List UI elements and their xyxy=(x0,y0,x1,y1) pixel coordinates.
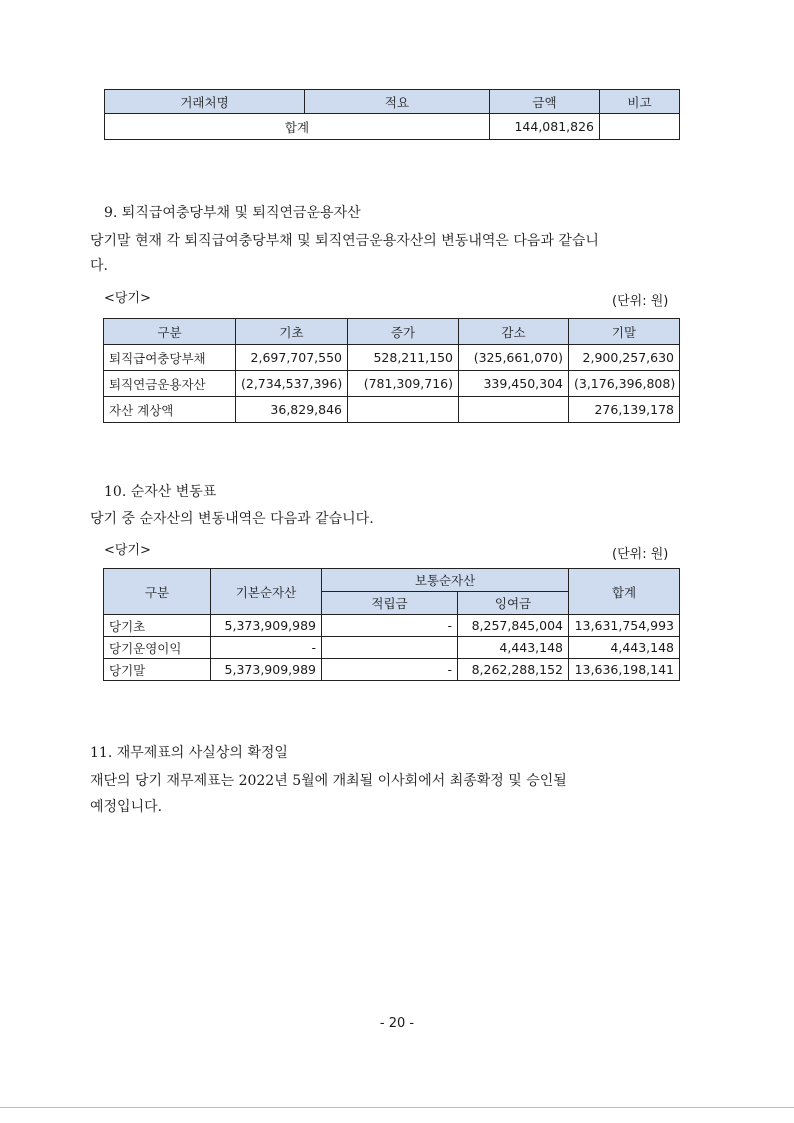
trade-table xyxy=(104,89,680,140)
table-row xyxy=(104,659,680,681)
section9-paragraph-line1: 당기말 현재 각 퇴직급여충당부채 및 퇴직연금운용자산의 변동내역은 다음과 같습니 xyxy=(90,233,599,249)
retirement-cell: 276,139,178 xyxy=(569,397,680,423)
section11-paragraph-line2: 예정입니다. xyxy=(90,799,163,815)
section9-paragraph-line2: 다. xyxy=(90,258,108,274)
net-assets-row-label: 당기초 xyxy=(104,615,211,637)
table-row xyxy=(104,371,680,397)
retirement-row-label: 퇴직연금운용자산 xyxy=(104,371,236,397)
retirement-row-label: 퇴직급여충당부채 xyxy=(104,345,236,371)
net-assets-cell xyxy=(322,637,458,659)
trade-total-note xyxy=(600,114,680,140)
net-assets-cell: 5,373,909,989 xyxy=(211,615,322,637)
retirement-header-increase: 증가 xyxy=(348,319,459,345)
net-assets-cell: - xyxy=(211,637,322,659)
section10-heading: 10. 순자산 변동표 xyxy=(104,484,217,500)
section10-paragraph: 당기 중 순자산의 변동내역은 다음과 같습니다. xyxy=(90,511,374,527)
retirement-header-decrease: 감소 xyxy=(459,319,569,345)
section9-heading: 9. 퇴직급여충당부채 및 퇴직연금운용자산 xyxy=(104,205,361,221)
retirement-header-opening: 기초 xyxy=(236,319,348,345)
net-assets-header-reserve: 적립금 xyxy=(322,592,458,615)
net-assets-header-category: 구분 xyxy=(104,569,211,615)
section11-heading: 11. 재무제표의 사실상의 확정일 xyxy=(90,745,288,761)
net-assets-cell: 8,262,288,152 xyxy=(458,659,569,681)
retirement-row-label: 자산 계상액 xyxy=(104,397,236,423)
net-assets-cell: 13,631,754,993 xyxy=(569,615,680,637)
net-assets-cell: 5,373,909,989 xyxy=(211,659,322,681)
table-row xyxy=(104,345,680,371)
retirement-cell: (325,661,070) xyxy=(459,345,569,371)
net-assets-cell: 13,636,198,141 xyxy=(569,659,680,681)
net-assets-header-general: 보통순자산 xyxy=(322,569,569,592)
retirement-cell: 36,829,846 xyxy=(236,397,348,423)
net-assets-cell: - xyxy=(322,615,458,637)
retirement-header-closing: 기말 xyxy=(569,319,680,345)
net-assets-cell: 4,443,148 xyxy=(569,637,680,659)
section10-unit: (단위: 원) xyxy=(612,547,669,562)
retirement-cell: (3,176,396,808) xyxy=(569,371,680,397)
net-assets-cell: 4,443,148 xyxy=(458,637,569,659)
retirement-cell: (2,734,537,396) xyxy=(236,371,348,397)
retirement-table xyxy=(103,318,680,423)
trade-header-note: 비고 xyxy=(600,90,680,114)
net-assets-table xyxy=(103,568,680,681)
footer-divider xyxy=(0,1107,794,1108)
table-row xyxy=(104,397,680,423)
table-row xyxy=(104,637,680,659)
retirement-cell: 2,900,257,630 xyxy=(569,345,680,371)
net-assets-cell: 8,257,845,004 xyxy=(458,615,569,637)
trade-header-partner: 거래처명 xyxy=(105,90,305,114)
net-assets-header-surplus: 잉여금 xyxy=(458,592,569,615)
section11-paragraph-line1: 재단의 당기 재무제표는 2022년 5월에 개최될 이사회에서 최종확정 및 승인될 xyxy=(90,773,567,789)
retirement-cell: 2,697,707,550 xyxy=(236,345,348,371)
section10-table-label: <당기> xyxy=(104,543,151,558)
section9-table-label: <당기> xyxy=(104,291,151,306)
retirement-cell xyxy=(348,397,459,423)
net-assets-row-label: 당기운영이익 xyxy=(104,637,211,659)
retirement-header-category: 구분 xyxy=(104,319,236,345)
trade-header-summary: 적요 xyxy=(305,90,490,114)
table-row xyxy=(104,615,680,637)
retirement-cell: 528,211,150 xyxy=(348,345,459,371)
net-assets-header-total: 합계 xyxy=(569,569,680,615)
trade-total-amount: 144,081,826 xyxy=(490,114,600,140)
retirement-cell: (781,309,716) xyxy=(348,371,459,397)
retirement-cell: 339,450,304 xyxy=(459,371,569,397)
page-number: - 20 - xyxy=(379,1016,415,1031)
retirement-cell xyxy=(459,397,569,423)
net-assets-cell: - xyxy=(322,659,458,681)
trade-total-label: 합계 xyxy=(105,114,490,140)
net-assets-row-label: 당기말 xyxy=(104,659,211,681)
trade-header-amount: 금액 xyxy=(490,90,600,114)
section9-unit: (단위: 원) xyxy=(612,294,669,309)
net-assets-header-basic: 기본순자산 xyxy=(211,569,322,615)
